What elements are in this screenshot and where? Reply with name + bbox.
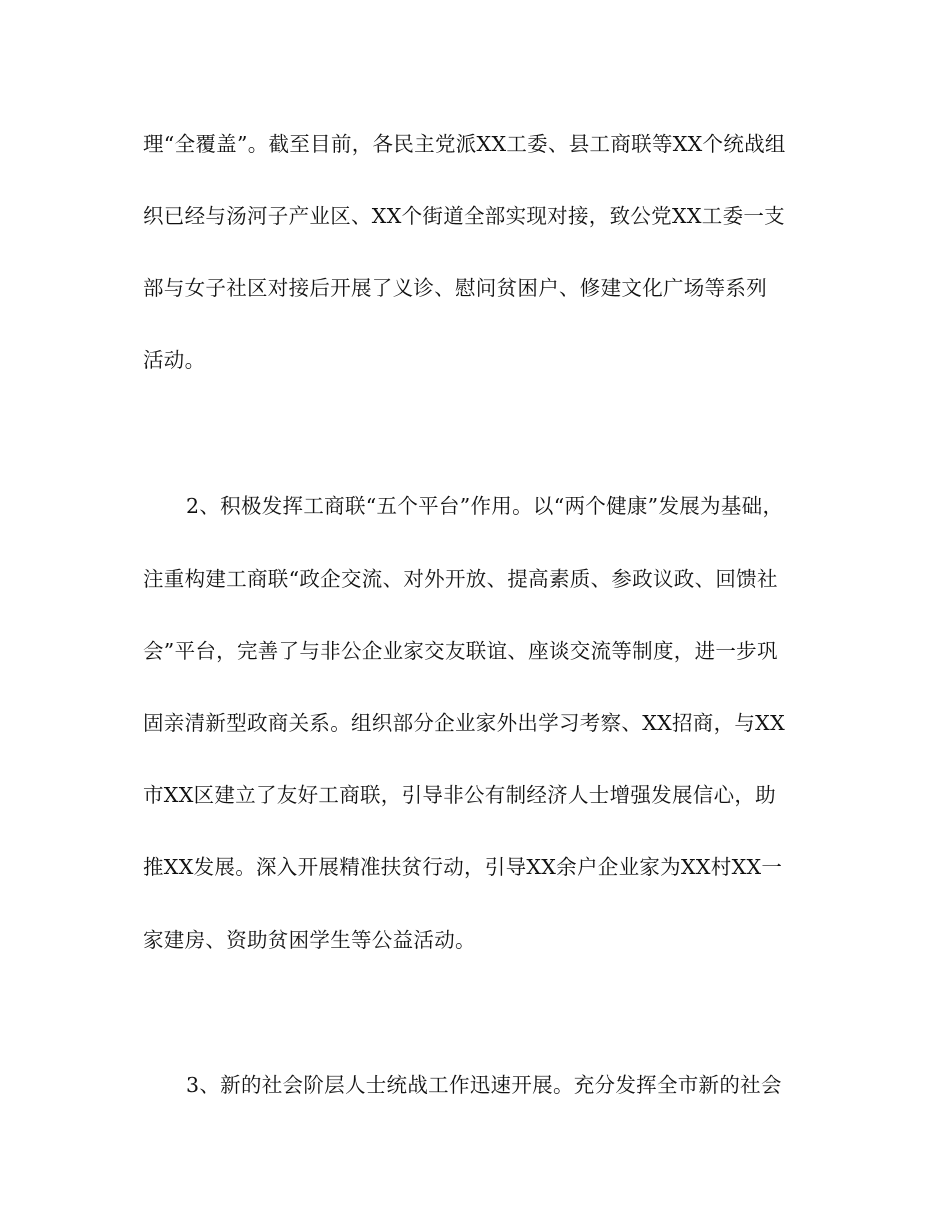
paragraph-first-line: 2、积极发挥工商联“五个平台”作用。以“两个健康”发展为基础， — [186, 494, 784, 518]
text-line: 织已经与汤河子产业区、XX个街道全部实现对接，致公党XX工委一支 — [143, 204, 785, 228]
text-line: 市XX区建立了友好工商联，引导非公有制经济人士增强发展信心，助 — [143, 783, 776, 807]
text-line: 推XX发展。深入开展精准扶贫行动，引导XX余户企业家为XX村XX一 — [143, 855, 783, 879]
text-line: 部与女子社区对接后开展了义诊、慰问贫困户、修建文化广场等系列 — [143, 276, 767, 300]
text-line: 固亲清新型政商关系。组织部分企业家外出学习考察、XX招商，与XX — [143, 711, 785, 735]
text-line: 注重构建工商联“政企交流、对外开放、提高素质、参政议政、回馈社 — [143, 567, 778, 591]
text-line: 理“全覆盖”。截至目前，各民主党派XX工委、县工商联等XX个统战组 — [143, 132, 786, 156]
text-line: 家建房、资助贫困学生等公益活动。 — [143, 928, 476, 952]
paragraph-first-line: 3、新的社会阶层人士统战工作迅速开展。充分发挥全市新的社会 — [186, 1073, 782, 1097]
text-line: 活动。 — [143, 348, 206, 372]
text-line: 会”平台，完善了与非公企业家交友联谊、座谈交流等制度，进一步巩 — [143, 639, 778, 663]
